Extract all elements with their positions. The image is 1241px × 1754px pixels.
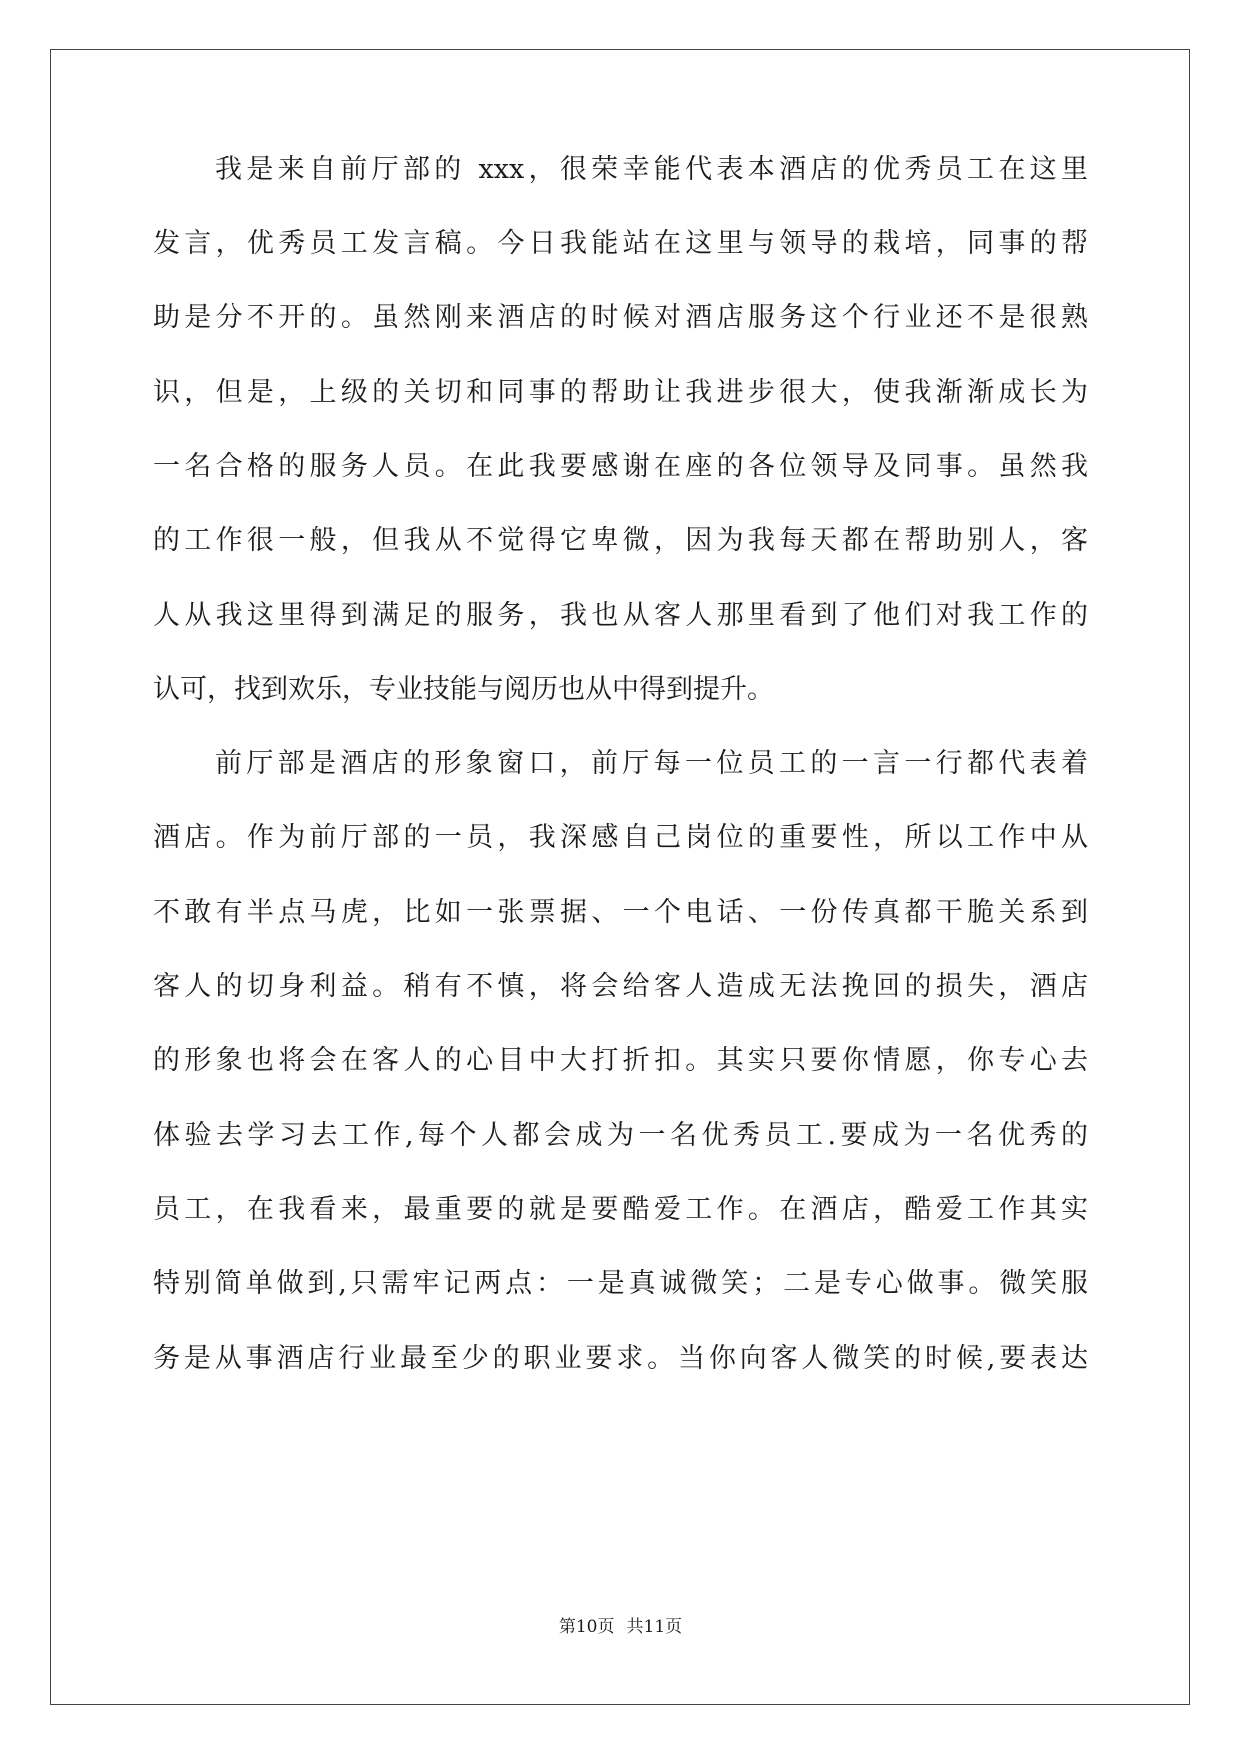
paragraph-1-line-3: 助是分不开的。虽然刚来酒店的时候对酒店服务这个行业还不是很熟 xyxy=(153,302,1088,333)
paragraph-2-line-6: 体验去学习去工作,每个人都会成为一名优秀员工.要成为一名优秀的 xyxy=(153,1120,1088,1151)
page-number-total: 共11页 xyxy=(626,1617,683,1637)
paragraph-1-line-5: 一名合格的服务人员。在此我要感谢在座的各位领导及同事。虽然我 xyxy=(153,451,1088,482)
paragraph-1-line-6: 的工作很一般，但我从不觉得它卑微，因为我每天都在帮助别人，客 xyxy=(153,525,1088,556)
paragraph-2-line-5: 的形象也将会在客人的心目中大打折扣。其实只要你情愿，你专心去 xyxy=(153,1045,1088,1076)
page-footer xyxy=(0,1615,1241,1639)
paragraph-2-line-9: 务是从事酒店行业最至少的职业要求。当你向客人微笑的时候,要表达 xyxy=(153,1343,1088,1374)
paragraph-1-line-7: 人从我这里得到满足的服务，我也从客人那里看到了他们对我工作的 xyxy=(153,600,1088,631)
paragraph-2-line-8: 特别简单做到,只需牢记两点：一是真诚微笑；二是专心做事。微笑服 xyxy=(153,1268,1088,1299)
paragraph-1-line-2: 发言，优秀员工发言稿。今日我能站在这里与领导的栽培，同事的帮 xyxy=(153,228,1088,259)
paragraph-1-line-8: 认可，找到欢乐，专业技能与阅历也从中得到提升。 xyxy=(153,674,774,705)
paragraph-2-line-1: 前厅部是酒店的形象窗口，前厅每一位员工的一言一行都代表着 xyxy=(215,748,1088,779)
paragraph-1-line-1: 我是来自前厅部的 xxx，很荣幸能代表本酒店的优秀员工在这里 xyxy=(215,154,1088,185)
paragraph-2-line-3: 不敢有半点马虎，比如一张票据、一个电话、一份传真都干脆关系到 xyxy=(153,897,1088,928)
paragraph-1-line-4: 识，但是，上级的关切和同事的帮助让我进步很大，使我渐渐成长为 xyxy=(153,377,1088,408)
paragraph-2-line-2: 酒店。作为前厅部的一员，我深感自己岗位的重要性，所以工作中从 xyxy=(153,822,1088,853)
paragraph-2-line-4: 客人的切身利益。稍有不慎，将会给客人造成无法挽回的损失，酒店 xyxy=(153,971,1088,1002)
paragraph-2-line-7: 员工，在我看来，最重要的就是要酷爱工作。在酒店，酷爱工作其实 xyxy=(153,1194,1088,1225)
page-number-current: 第10页 xyxy=(558,1617,615,1637)
